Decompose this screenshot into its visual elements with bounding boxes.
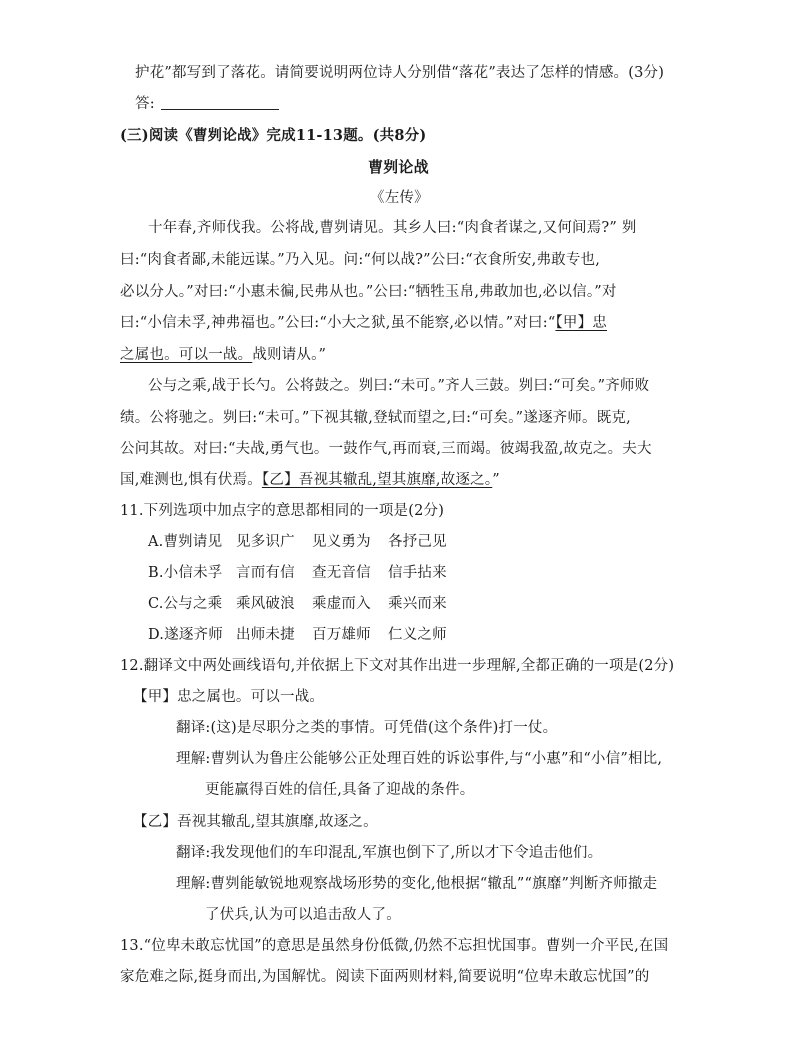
option-word: 各抒己见: [388, 534, 447, 550]
answer-blank[interactable]: [161, 95, 279, 110]
option-label: B.小信未孚: [148, 565, 223, 581]
passage-text: ”: [492, 472, 500, 488]
q12-yi-translation: 翻译:我发现他们的车印混乱,军旗也倒下了,所以才下令追击他们。: [176, 845, 603, 861]
option-word: 见多识广: [236, 534, 295, 550]
passage-source: 《左传》: [370, 190, 429, 206]
answer-label: 答:: [135, 96, 155, 112]
q12-jia-understanding-cont: 更能赢得百姓的信任,具备了迎战的条件。: [205, 782, 475, 798]
passage-line: [120, 313, 607, 333]
passage-line: [120, 470, 500, 490]
option-word: 乘兴而来: [388, 596, 447, 612]
passage-line: 公问其故。对曰:“夫战,勇气也。一鼓作气,再而衰,三而竭。彼竭我盈,故克之。夫大: [120, 441, 652, 457]
passage-line: 曰:“肉食者鄙,未能远谋。”乃入见。问:“何以战?”公曰:“衣食所安,弗敢专也,: [120, 252, 601, 268]
underlined-sentence-jia: 之属也。可以一战。: [120, 347, 253, 363]
passage-line: 绩。公将驰之。刿曰:“未可。”下视其辙,登轼而望之,曰:“可矣。”遂逐齐师。既克,: [120, 410, 631, 426]
q12-jia-sentence: 【甲】忠之属也。可以一战。: [133, 689, 325, 705]
option-word: 仁义之师: [388, 627, 447, 643]
q12-stem: 12.翻译文中两处画线语句,并依据上下文对其作出进一步理解,全都正确的一项是(2分): [120, 658, 675, 674]
passage-line: 十年春,齐师伐我。公将战,曹刿请见。其乡人曰:“肉食者谋之,又何间焉?” 刿: [148, 220, 637, 236]
passage-line: [120, 345, 326, 365]
q11-stem: 11.下列选项中加点字的意思都相同的一项是(2分): [120, 503, 445, 519]
answer-line: [135, 94, 279, 114]
passage-text: 国,难测也,惧有伏焉。: [120, 472, 262, 488]
q13-line: 13.“位卑未敢忘忧国”的意思是虽然身份低微,仍然不忘担忧国事。曹刿一介平民,在国: [120, 938, 669, 954]
q11-option-a[interactable]: [148, 532, 447, 552]
option-word: 信手拈来: [388, 565, 447, 581]
underlined-sentence-yi: 【乙】吾视其辙乱,望其旗靡,故逐之。: [261, 472, 493, 488]
option-word: 百万雄师: [312, 627, 371, 643]
option-word: 查无音信: [312, 565, 371, 581]
q10-line: 护花”都写到了落花。请简要说明两位诗人分别借“落花”表达了怎样的情感。(3分): [135, 65, 665, 81]
q11-option-c[interactable]: [148, 594, 447, 614]
option-word: 乘虚而入: [312, 596, 371, 612]
q12-yi-understanding-cont: 了伏兵,认为可以追击敌人了。: [205, 907, 401, 923]
option-word: 乘风破浪: [236, 596, 295, 612]
underlined-sentence-jia: 【甲】忠: [555, 315, 608, 331]
option-word: 见义勇为: [312, 534, 371, 550]
passage-title: 曹刿论战: [368, 158, 429, 176]
option-label: A.曹刿请见: [148, 534, 223, 550]
q13-line: 家危难之际,挺身而出,为国解忧。阅读下面两则材料,简要说明“位卑未敢忘忧国”的: [120, 969, 650, 985]
q11-option-d[interactable]: [148, 625, 447, 645]
option-label: D.遂逐齐师: [148, 627, 223, 643]
passage-text: 战则请从。”: [252, 347, 327, 363]
option-word: 出师未捷: [236, 627, 295, 643]
option-label: C.公与之乘: [148, 596, 223, 612]
q12-jia-understanding: 理解:曹刿认为鲁庄公能够公正处理百姓的诉讼事件,与“小惠”和“小信”相比,: [176, 751, 663, 767]
passage-line: 公与之乘,战于长勺。公将鼓之。刿曰:“未可。”齐人三鼓。刿曰:“可矣。”齐师败: [148, 378, 650, 394]
q11-option-b[interactable]: [148, 563, 447, 583]
section-heading: (三)阅读《曹刿论战》完成11-13题。(共8分): [120, 127, 427, 144]
passage-text: 曰:“小信未孚,神弗福也。”公曰:“小大之狱,虽不能察,必以情。”对曰:“: [120, 315, 556, 331]
q12-yi-sentence: 【乙】吾视其辙乱,望其旗靡,故逐之。: [133, 814, 378, 830]
option-word: 言而有信: [236, 565, 295, 581]
passage-line: 必以分人。”对曰:“小惠未徧,民弗从也。”公曰:“牺牲玉帛,弗敢加也,必以信。”对: [120, 284, 617, 300]
q12-jia-translation: 翻译:(这)是尽职分之类的事情。可凭借(这个条件)打一仗。: [176, 720, 558, 736]
q12-yi-understanding: 理解:曹刿能敏锐地观察战场形势的变化,他根据“辙乱”“旗靡”判断齐师撤走: [176, 876, 658, 892]
